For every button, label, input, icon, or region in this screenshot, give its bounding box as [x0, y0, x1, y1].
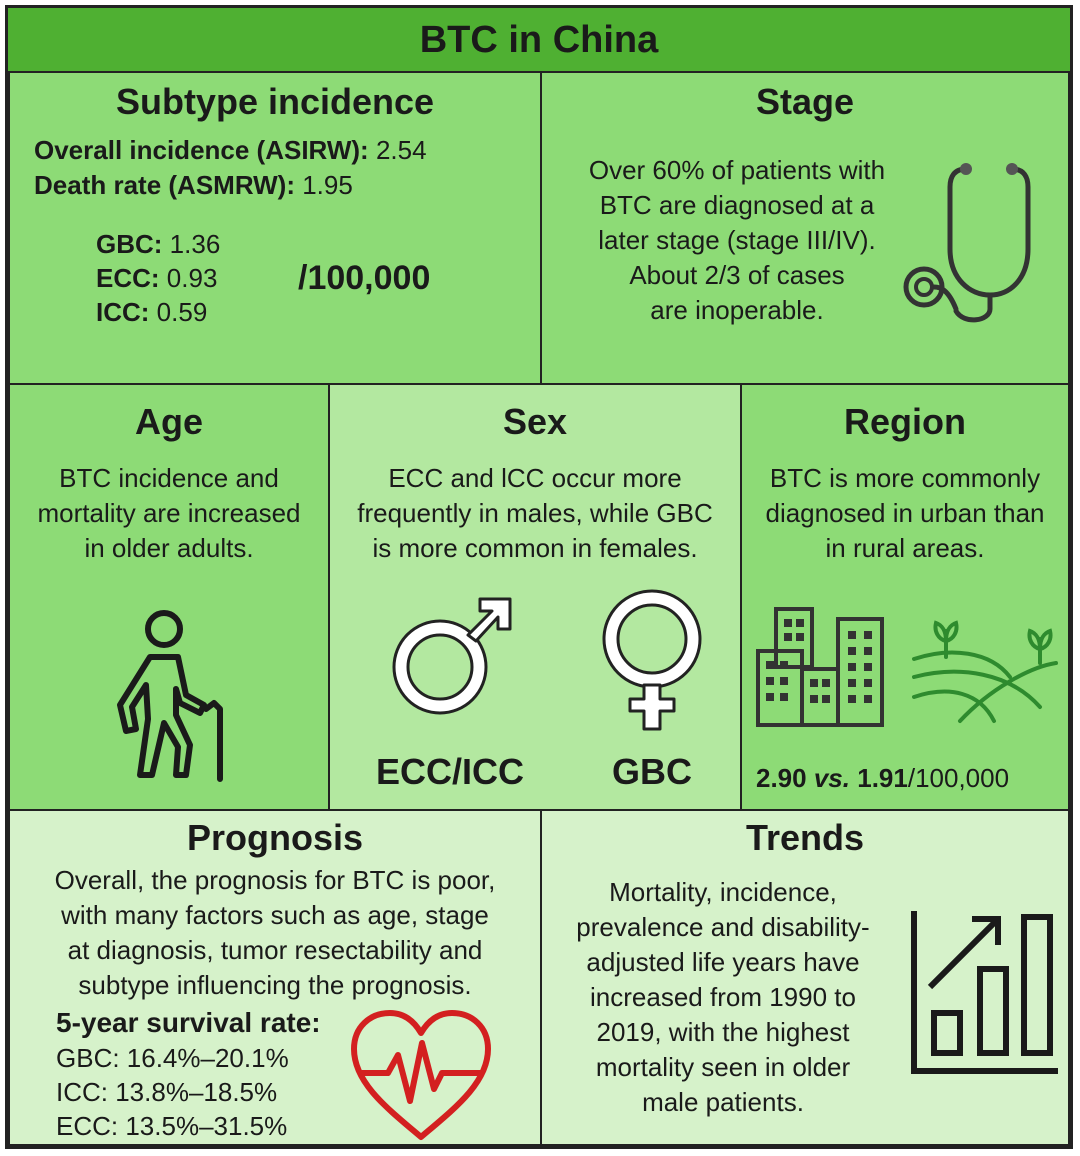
rural-fields-icon — [910, 617, 1058, 727]
survival-title: 5-year survival rate: — [56, 1007, 321, 1038]
sex-title: Sex — [502, 401, 568, 442]
age-title: Age — [134, 401, 203, 442]
trends-panel — [540, 809, 1070, 1146]
trends-line: 2019, with the highest — [596, 1017, 850, 1047]
age-line: BTC incidence and — [59, 463, 279, 493]
stage-line: BTC are diagnosed at a — [599, 190, 875, 220]
subtype-icc-value: 0.59 — [156, 297, 208, 327]
male-label: ECC/ICC — [376, 751, 525, 792]
trends-line: adjusted life years have — [586, 947, 860, 977]
prognosis-line: Overall, the prognosis for BTC is poor, — [54, 865, 496, 895]
subtype-ecc — [96, 263, 217, 294]
prognosis-panel — [8, 809, 542, 1146]
prognosis-line: at diagnosis, tumor resectability and — [67, 935, 483, 965]
prognosis-text — [10, 863, 540, 1003]
overall-label: Overall incidence (ASIRW): — [34, 135, 369, 165]
stage-line: later stage (stage III/IV). — [598, 225, 876, 255]
female-label: GBC — [612, 751, 692, 792]
subtype-ecc-value: 0.93 — [166, 263, 218, 293]
stage-line: Over 60% of patients with — [588, 155, 886, 185]
death-rate — [34, 170, 353, 201]
subtype-gbc-label: GBC: — [96, 229, 163, 259]
heart-pulse-icon — [348, 1009, 494, 1141]
survival-ecc: ECC: 13.5%–31.5% — [56, 1111, 288, 1141]
death-value: 1.95 — [302, 170, 353, 200]
region-panel — [740, 383, 1070, 811]
prognosis-line: subtype influencing the prognosis. — [78, 970, 472, 1000]
stage-line: About 2/3 of cases — [629, 260, 845, 290]
subtype-panel — [8, 71, 542, 385]
age-line: in older adults. — [84, 533, 254, 563]
trends-line: prevalence and disability- — [576, 912, 870, 942]
subtype-title: Subtype incidence — [115, 81, 435, 122]
trends-text — [548, 875, 898, 1120]
subtype-ecc-label: ECC: — [96, 263, 160, 293]
city-buildings-icon — [754, 605, 888, 729]
trends-line: increased from 1990 to — [590, 982, 856, 1012]
age-panel — [8, 383, 330, 811]
subtype-gbc — [96, 229, 220, 260]
stethoscope-icon — [904, 159, 1044, 329]
trends-title: Trends — [745, 817, 865, 858]
subtype-unit: /100,000 — [298, 259, 431, 297]
infographic-frame — [5, 5, 1073, 1149]
page-title: BTC in China — [8, 8, 1070, 74]
region-line: in rural areas. — [825, 533, 985, 563]
female-symbol-icon — [592, 585, 712, 745]
elderly-person-icon — [102, 605, 232, 785]
trends-line: mortality seen in older — [595, 1052, 851, 1082]
trends-line: Mortality, incidence, — [609, 877, 837, 907]
region-line: BTC is more commonly — [769, 463, 1041, 493]
stage-panel — [540, 71, 1070, 385]
overall-value: 2.54 — [375, 135, 427, 165]
sex-text — [330, 461, 740, 566]
region-stat — [756, 763, 1009, 794]
male-symbol-icon — [388, 591, 518, 721]
region-stat-vs: vs. — [813, 763, 850, 793]
prognosis-line: with many factors such as age, stage — [61, 900, 489, 930]
trends-line: male patients. — [642, 1087, 804, 1117]
death-label: Death rate (ASMRW): — [34, 170, 295, 200]
region-stat-unit: /100,000 — [907, 763, 1010, 793]
stage-title: Stage — [755, 81, 855, 122]
subtype-icc — [96, 297, 207, 328]
stage-text — [552, 153, 922, 328]
sex-line: is more common in females. — [372, 533, 698, 563]
survival-gbc: GBC: 16.4%–20.1% — [56, 1043, 289, 1073]
prognosis-title: Prognosis — [186, 817, 364, 858]
sex-line: ECC and lCC occur more — [388, 463, 682, 493]
age-line: mortality are increased — [37, 498, 301, 528]
stage-line: are inoperable. — [650, 295, 824, 325]
subtype-icc-label: ICC: — [96, 297, 150, 327]
age-text — [10, 461, 328, 566]
sex-line: frequently in males, while GBC — [357, 498, 713, 528]
region-stat-urban: 2.90 — [756, 763, 807, 793]
region-text — [742, 461, 1068, 566]
region-stat-rural: 1.91 — [857, 763, 908, 793]
survival-icc: ICC: 13.8%–18.5% — [56, 1077, 278, 1107]
region-title: Region — [844, 401, 966, 442]
subtype-gbc-value: 1.36 — [169, 229, 221, 259]
overall-incidence — [34, 135, 427, 166]
sex-panel — [328, 383, 742, 811]
region-line: diagnosed in urban than — [765, 498, 1045, 528]
growth-chart-icon — [910, 907, 1060, 1077]
